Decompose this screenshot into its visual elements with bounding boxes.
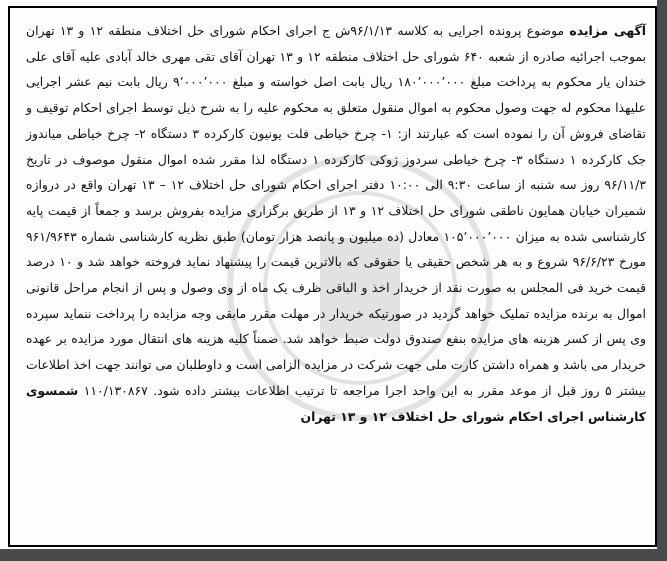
notice-frame (8, 6, 657, 547)
notice-text (26, 18, 646, 543)
notice-signature: شمسوی کارشناس اجرای احکام شورای حل اختلاف ۱۲ و ۱۳ تهران (26, 382, 646, 424)
bottom-edge-shadow (0, 549, 667, 561)
notice-title: آگهی مزایده (569, 23, 646, 38)
right-edge-shadow (657, 0, 667, 561)
notice-body-text: موضوع پرونده اجرایی به کلاسه ۹۶/۱/۱۳ش ج اجرای احکام شورای حل اختلاف منطقه ۱۲ و ۱۳ تهران بموجب اجرائیه صادره از شعبه ۶۴۰ شورای حل اختلاف منطقه ۱۲ و ۱۳ تهران آقای تقی مهری خالد آبادی علیه آقای علی خندان یار محکوم به پرداخت مبلغ ۱۸۰٬۰۰۰٬۰۰۰ ریال بابت اصل خواسته و مبلغ ۹٬۰۰۰٬۰۰۰ ریال بابت نیم عشر اجرایی علیهذا محکوم له جهت وصول محکوم به اموال منقول متعلق به محکوم علیه را به شرح ذیل توسط اجرای احکام توقیف و تقاضای فروش آن را نموده است که عبارتند از: ۱- چرخ خیاطی فلت یونیون کارکرده ۳ دستگاه ۲- چرخ خیاطی میاندوز جک کارکرده ۱ دستگاه ۳- چرخ خیاطی سردوز ژوکی کارکرده ۱ دستگاه لذا مقرر شده اموال منقول موصوف در تاریخ ۹۶/۱۱/۳ روز سه شنبه از ساعت ۹:۳۰ الی ۱۰:۰۰ دفتر اجرای احکام شورای حل اختلاف ۱۲ – ۱۳ تهران واقع در دروازه شمیران خیابان همایون ناطقی شورای حل اختلاف ۱۲ و ۱۳ از طریق برگزاری مزایده بفروش برسد و جمعاً از قیمت پایه کارشناسی شده به میزان ۱۰۵٬۰۰۰٬۰۰۰ معادل (ده میلیون و پانصد هزار تومان) طبق نظریه کارشناسی شماره ۹۶۱/۹۶۴۳ مورخ ۹۶/۶/۲۳ شروع و به هر شخص حقیقی یا حقوقی که بالاترین قیمت را پیشنهاد نماید فروخته خواهد شد و ۱۰ درصد قیمت خرید فی المجلس به صورت نقد از خریدار اخذ و الباقی ظرف یک ماه از وی وصول و پس از انجام مراحل قانونی اموال به برنده مزایده تملیک خواهد گردید در صورتیکه خریدار در مهلت مقرر مابقی وجه مزایده را پرداخت ننماید سپرده وی پس از کسر هزینه های مزایده بنفع صندوق دولت ضبط خواهد شد. ضمناً کلیه هزینه های انتقال مورد مزایده بر عهده خریدار می باشد و همراه داشتن کارت ملی جهت شرکت در مزایده الزامی است و داوطلبان می توانند جهت اخذ اطلاعات بیشتر ۵ روز قبل از موعد مقرر به این واحد اجرا مراجعه تا ترتیب اطلاعات بیشتر داده شود. ۱۱۰/۱۳۰۸۶۷ (26, 23, 647, 398)
